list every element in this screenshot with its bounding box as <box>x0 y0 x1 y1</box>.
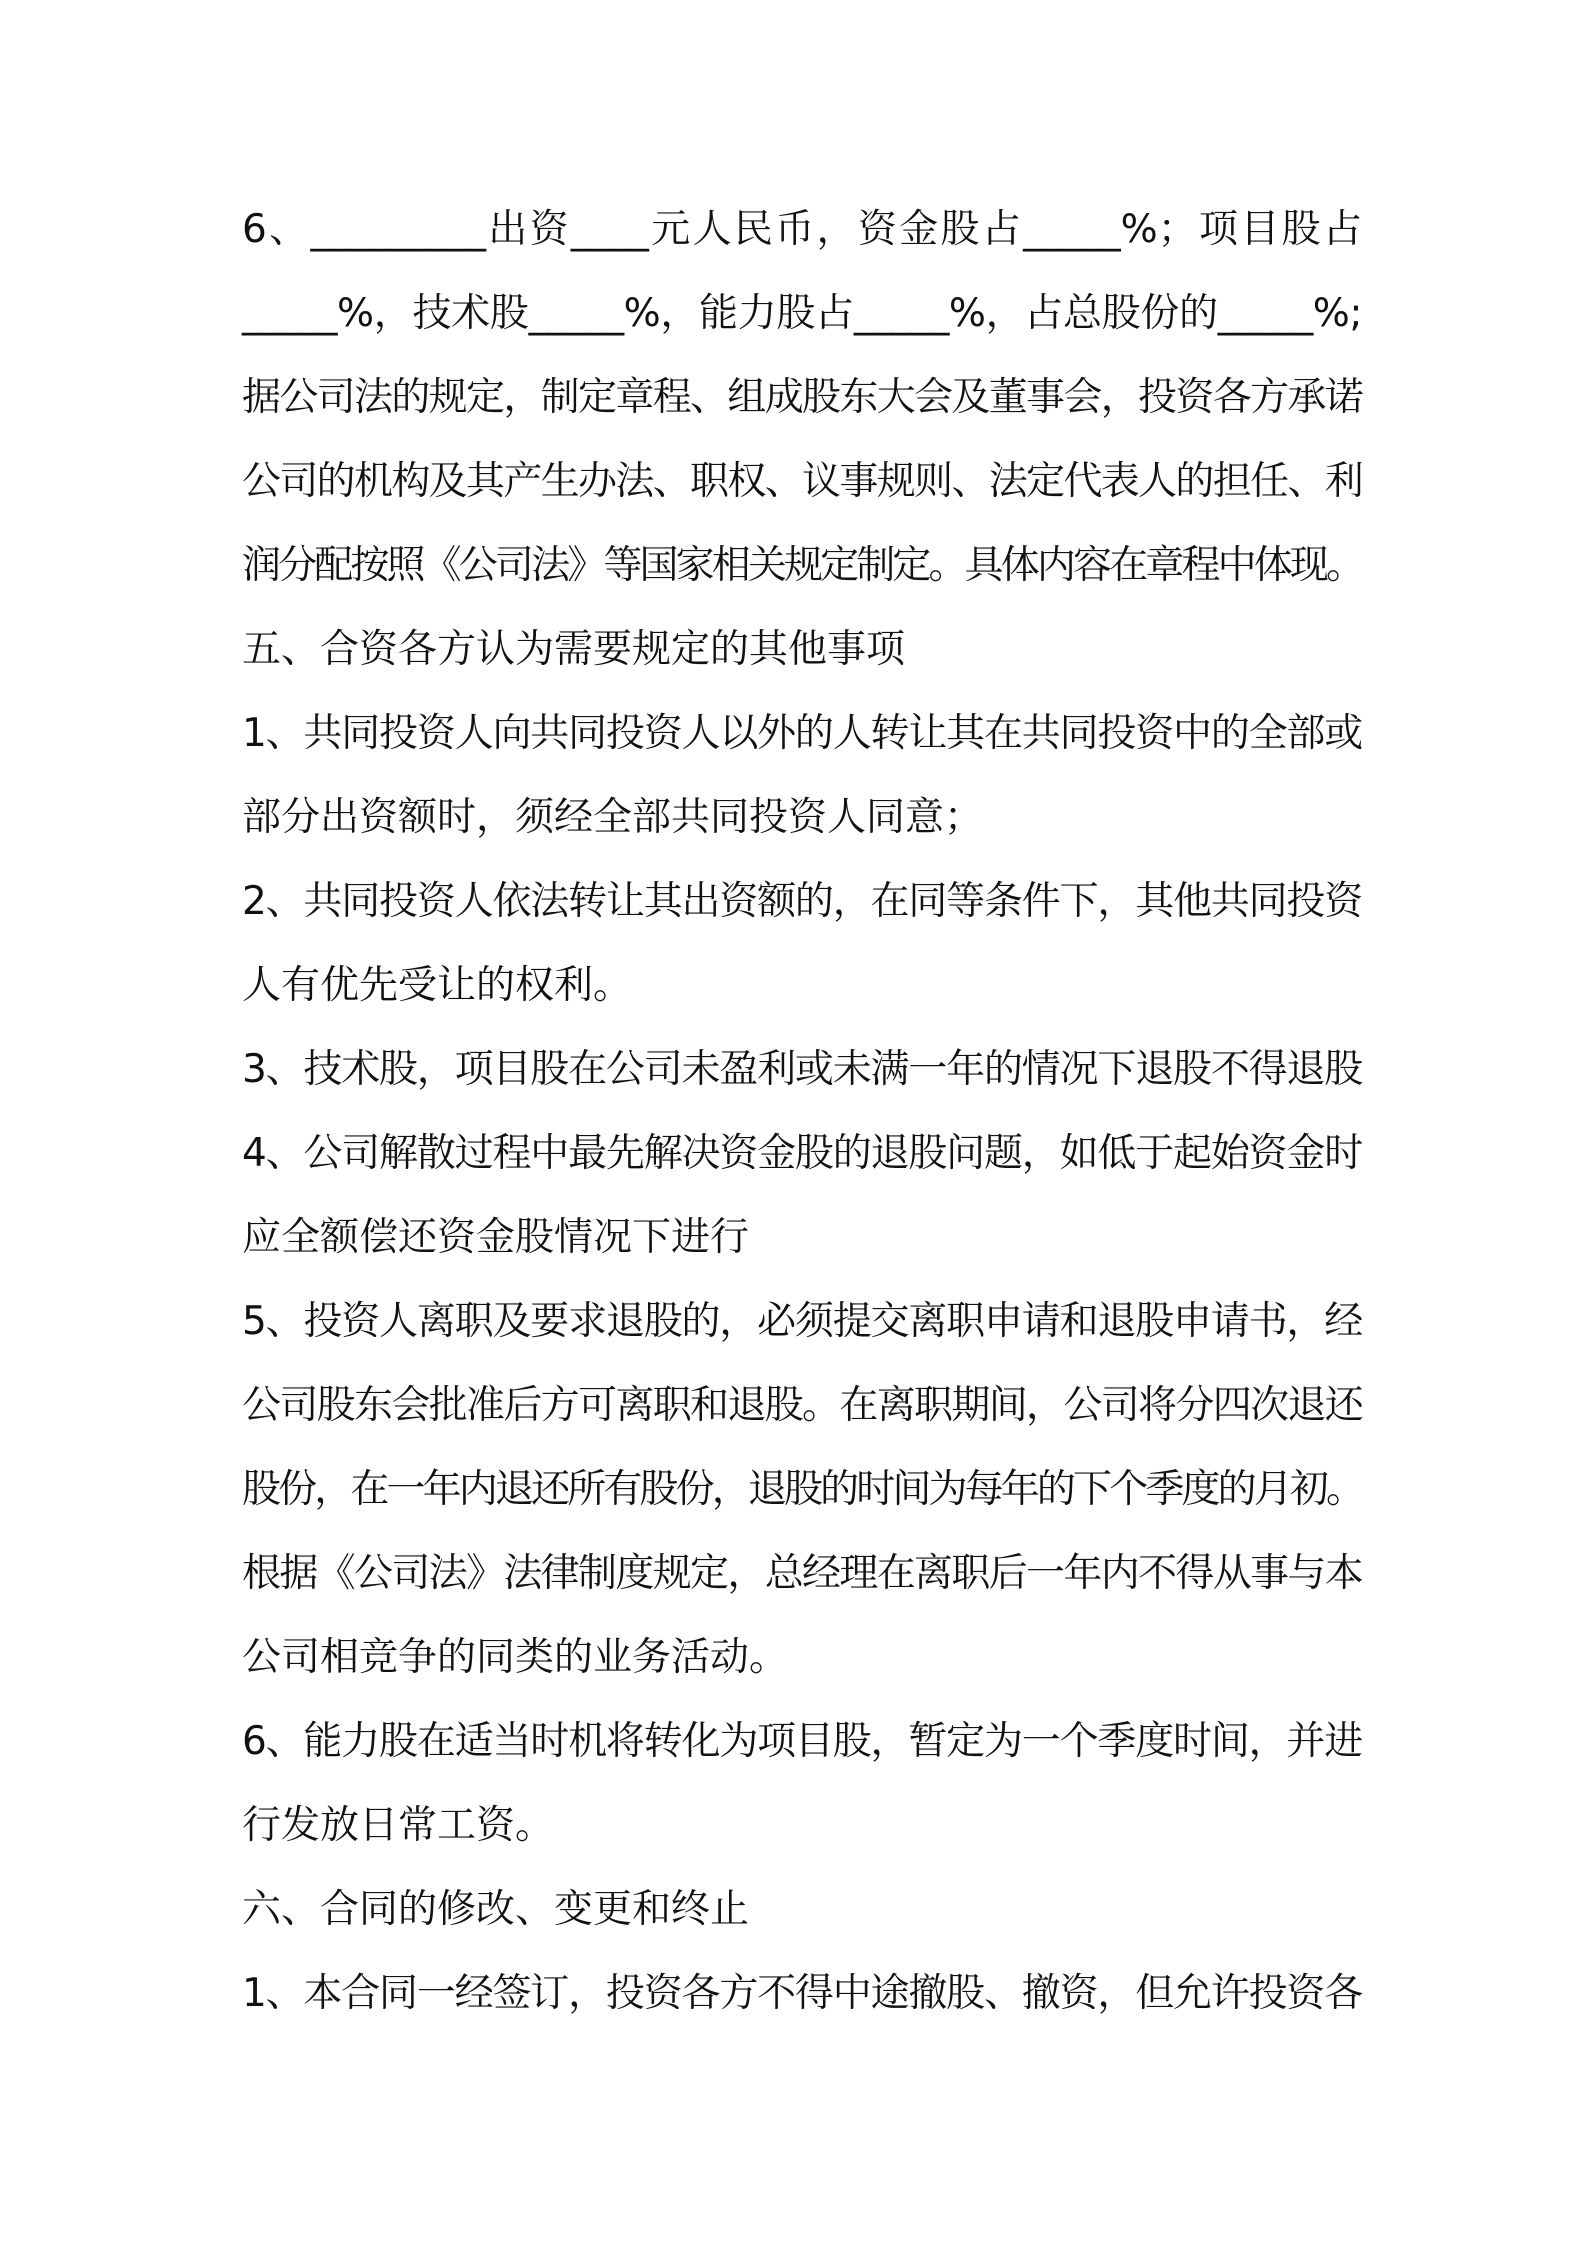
text-line: 1、共同投资人向共同投资人以外的人转让其在共同投资中的全部或 <box>242 711 1362 756</box>
text-line: 公司的机构及其产生办法、职权、议事规则、法定代表人的担任、利 <box>242 459 1362 504</box>
text-line: 6、能力股在适当时机将转化为项目股，暂定为一个季度时间，并进 <box>242 1719 1362 1764</box>
text-line: 行发放日常工资。 <box>242 1803 555 1848</box>
text-line: 公司股东会批准后方可离职和退股。在离职期间，公司将分四次退还 <box>242 1383 1362 1428</box>
section-heading: 六、合同的修改、变更和终止 <box>242 1887 750 1932</box>
text-line: 3、技术股，项目股在公司未盈利或未满一年的情况下退股不得退股 <box>242 1047 1362 1092</box>
text-line: 应全额偿还资金股情况下进行 <box>242 1215 750 1260</box>
text-line: 5、投资人离职及要求退股的，必须提交离职申请和退股申请书，经 <box>242 1299 1362 1344</box>
text-line: 据公司法的规定，制定章程、组成股东大会及董事会，投资各方承诺 <box>242 375 1362 420</box>
text-line: 根据《公司法》法律制度规定，总经理在离职后一年内不得从事与本 <box>242 1551 1362 1596</box>
text-line: 股份，在一年内退还所有股份，退股的时间为每年的下个季度的月初。 <box>242 1467 1362 1512</box>
text-line: 部分出资额时，须经全部共同投资人同意； <box>242 795 984 840</box>
document-body <box>242 188 1362 2036</box>
text-line: 4、公司解散过程中最先解决资金股的退股问题，如低于起始资金时 <box>242 1131 1362 1176</box>
text-line: 6、_________出资____元人民币，资金股占_____%；项目股占 <box>242 207 1362 252</box>
text-line: 公司相竞争的同类的业务活动。 <box>242 1635 789 1680</box>
text-line: 人有优先受让的权利。 <box>242 963 633 1008</box>
section-heading: 五、合资各方认为需要规定的其他事项 <box>242 627 906 672</box>
text-line: 2、共同投资人依法转让其出资额的，在同等条件下，其他共同投资 <box>242 879 1362 924</box>
text-line: _____%，技术股_____%，能力股占_____%，占总股份的_____%; <box>242 291 1362 336</box>
text-line: 1、本合同一经签订，投资各方不得中途撤股、撤资，但允许投资各 <box>242 1971 1362 2016</box>
text-line: 润分配按照《公司法》等国家相关规定制定。具体内容在章程中体现。 <box>242 543 1362 588</box>
